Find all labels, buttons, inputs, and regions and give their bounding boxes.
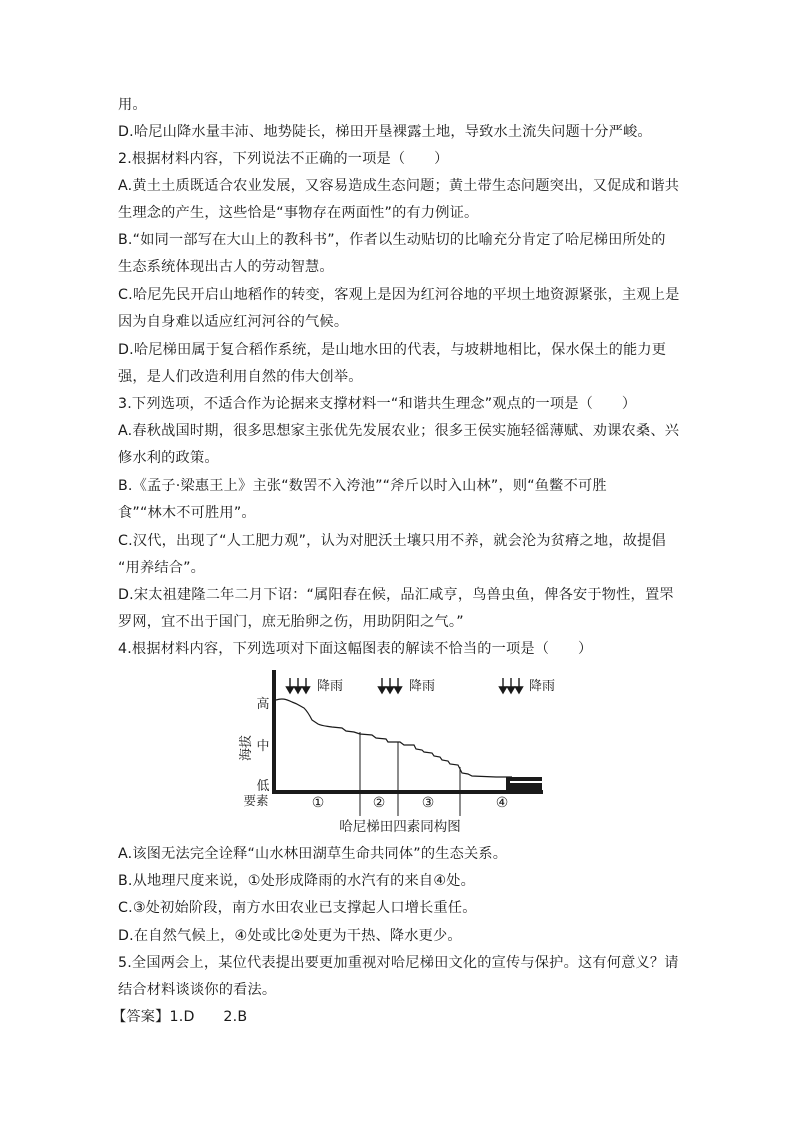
text-line: 生理念的产生，这些恰是“事物存在两面性”的有力例证。 xyxy=(118,205,479,221)
text-line: D.宋太祖建隆二年二月下诏：“属阳春在候，品汇咸亨，鸟兽虫鱼，俾各安于物性，置罘 xyxy=(118,587,674,603)
text-line: 因为自身难以适应红河河谷的气候。 xyxy=(118,314,349,330)
y-axis-label: 海拔 xyxy=(239,734,254,762)
text-line: 罗网，宜不出于国门，庶无胎卵之伤，用助阴阳之气。” xyxy=(118,614,464,630)
zone-1-label: ① xyxy=(311,795,325,811)
rain-arrows-2 xyxy=(379,678,402,693)
text-line: A.春秋战国时期，很多思想家主张优先发展农业；很多王侯实施轻徭薄赋、劝课农桑、兴 xyxy=(118,423,680,439)
option-b: B.从地理尺度来说，①处形成降雨的水汽有的来自④处。 xyxy=(118,873,476,889)
answer-line: 【答案】1.D 2.B xyxy=(112,1009,248,1025)
question-3-stem: 3.下列选项，不适合作为论据来支撑材料一“和谐共生理念”观点的一项是（ ） xyxy=(118,396,637,412)
zone-2-label: ② xyxy=(372,795,386,811)
rain-label-2: 降雨 xyxy=(409,679,436,694)
text-line: B.《孟子·梁惠王上》主张“数罟不入洿池”“斧斤以时入山林”，则“鱼鳖不可胜 xyxy=(118,478,607,494)
text-line: D.哈尼梯田属于复合稻作系统，是山地水田的代表，与坡耕地相比，保水保土的能力更 xyxy=(118,342,667,358)
text-line: 修水利的政策。 xyxy=(118,450,219,466)
y-level-low: 低 xyxy=(256,779,270,794)
text-line: C.哈尼先民开启山地稻作的转变，客观上是因为红河谷地的平坝土地资源紧张，主观上是 xyxy=(118,287,680,303)
y-level-high: 高 xyxy=(256,697,270,712)
question-5-stem: 5.全国两会上，某位代表提出要更加重视对哈尼梯田文化的宣传与保护。这有何意义？请 xyxy=(118,955,679,971)
text-line: 用。 xyxy=(118,97,147,113)
zone-3-label: ③ xyxy=(421,795,435,811)
x-axis-label: 要素 xyxy=(243,793,269,808)
terrace-diagram-svg xyxy=(236,666,556,838)
option-a: A.该图无法完全诠释“山水林田湖草生命共同体”的生态关系。 xyxy=(118,846,508,862)
option-d: D.在自然气候上，④处或比②处更为干热、降水更少。 xyxy=(118,928,462,944)
option-c: C.③处初始阶段，南方水田农业已支撑起人口增长重任。 xyxy=(118,900,477,916)
rain-label-1: 降雨 xyxy=(317,679,344,694)
rain-arrows-1 xyxy=(287,678,310,693)
zone-4-label: ④ xyxy=(495,795,509,811)
text-line: 结合材料谈谈你的看法。 xyxy=(118,982,277,998)
text-line: 食”“林木不可胜用”。 xyxy=(118,505,256,521)
text-line: 强，是人们改造利用自然的伟大创举。 xyxy=(118,369,363,385)
terrain-end-stripe xyxy=(510,781,542,783)
text-line: 生态系统体现出古人的劳动智慧。 xyxy=(118,259,334,275)
terrace-figure xyxy=(236,666,556,838)
text-line: “用养结合”。 xyxy=(118,560,206,576)
question-2-stem: 2.根据材料内容，下列说法不正确的一项是（ ） xyxy=(118,151,449,167)
question-4-stem: 4.根据材料内容，下列选项对下面这幅图表的解读不恰当的一项是（ ） xyxy=(118,641,593,657)
text-line: C.汉代，出现了“人工肥力观”，认为对肥沃土壤只用不养，就会沦为贫瘠之地，故提倡 xyxy=(118,533,666,549)
y-level-mid: 中 xyxy=(256,739,270,754)
rain-arrows-3 xyxy=(500,678,523,693)
text-line: A.黄土土质既适合农业发展，又容易造成生态问题；黄土带生态问题突出，又促成和谐共 xyxy=(118,178,680,194)
text-line: D.哈尼山降水量丰沛、地势陡长，梯田开垦裸露土地，导致水土流失问题十分严峻。 xyxy=(118,124,652,140)
rain-label-3: 降雨 xyxy=(529,679,556,694)
terrain-end-block xyxy=(506,777,542,790)
text-line: B.“如同一部写在大山上的教科书”，作者以生动贴切的比喻充分肯定了哈尼梯田所处的 xyxy=(118,232,666,248)
figure-caption: 哈尼梯田四素同构图 xyxy=(339,819,461,835)
terrain-profile xyxy=(276,699,512,777)
